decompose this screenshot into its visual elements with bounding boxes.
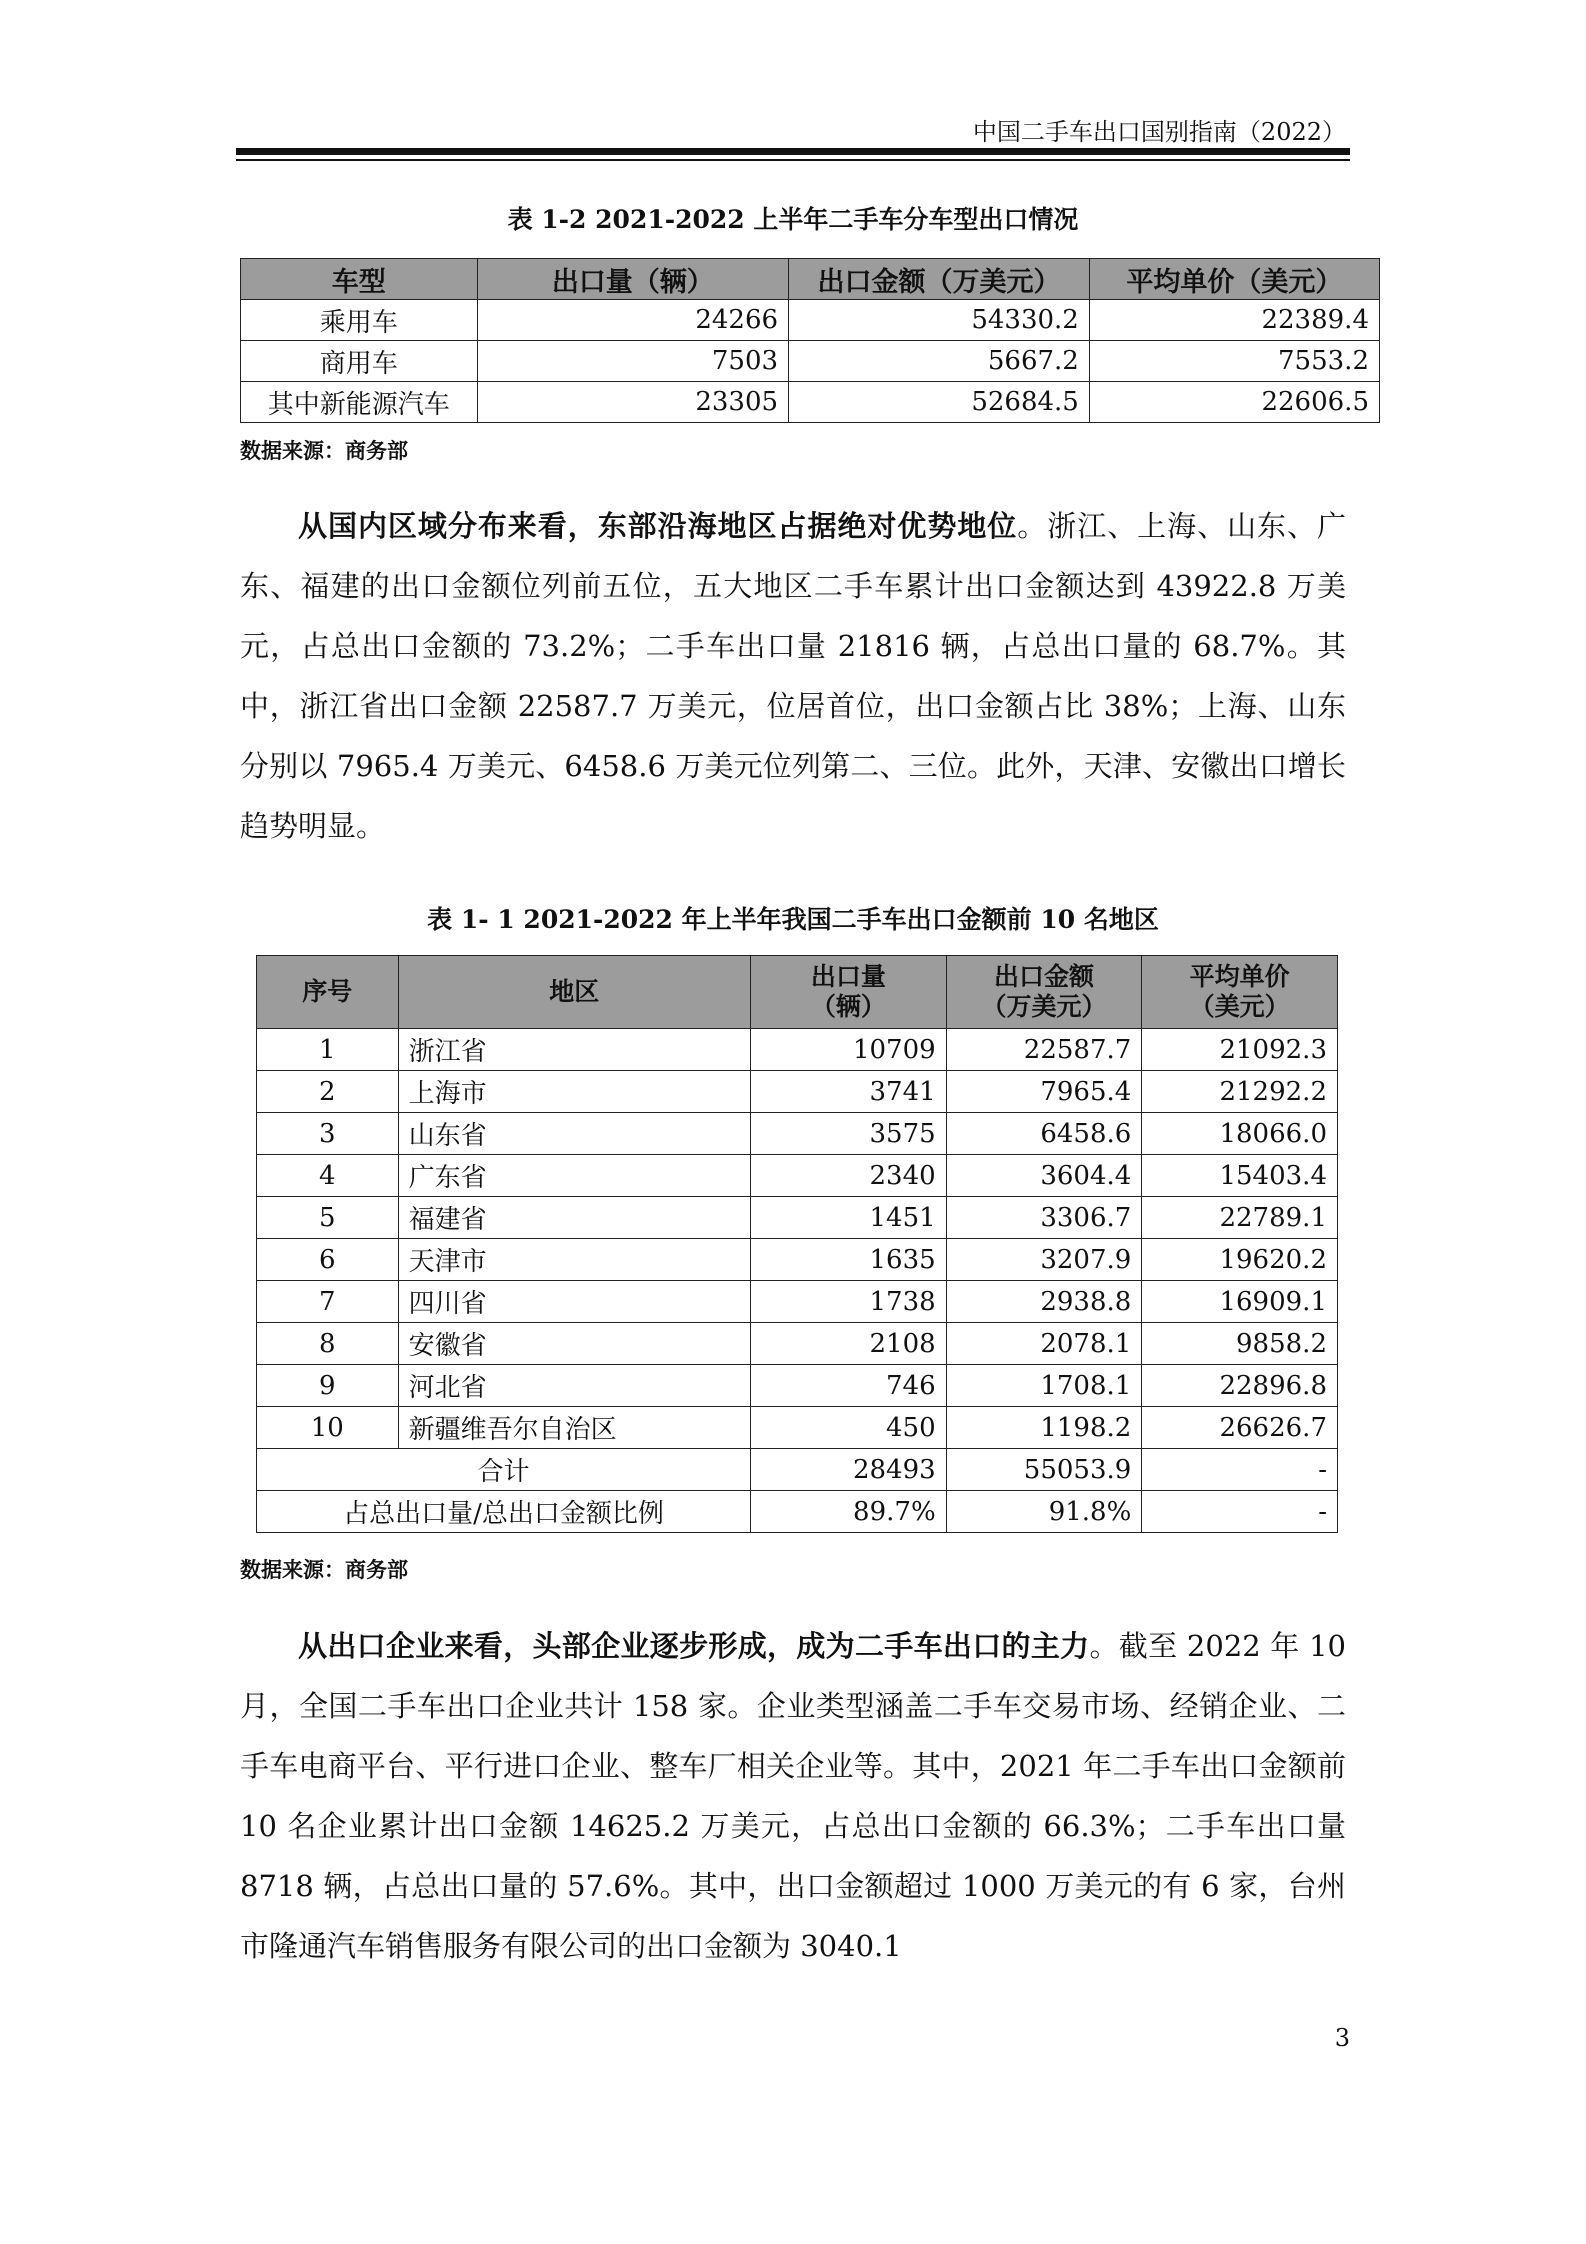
- table2-cell: 3207.9: [946, 1239, 1142, 1281]
- table2-cell: 3: [257, 1113, 399, 1155]
- table-row: [257, 1281, 1338, 1323]
- table2-cell: 16909.1: [1142, 1281, 1338, 1323]
- table2-cell: 安徽省: [398, 1323, 750, 1365]
- table1-cell: 其中新能源汽车: [241, 382, 478, 423]
- table2-cell: 28493: [751, 1449, 947, 1491]
- table2-cell: 7965.4: [946, 1071, 1142, 1113]
- table2-cell: 7: [257, 1281, 399, 1323]
- table1-cell: 5667.2: [789, 341, 1090, 382]
- table2-total-row: [257, 1449, 1338, 1491]
- table2-cell: 占总出口量/总出口金额比例: [257, 1491, 751, 1533]
- table2-cell: 天津市: [398, 1239, 750, 1281]
- table1-cell: 商用车: [241, 341, 478, 382]
- table-row: [257, 1239, 1338, 1281]
- table2-ratio-row: [257, 1491, 1338, 1533]
- table2-cell: 22789.1: [1142, 1197, 1338, 1239]
- table2-cell: 山东省: [398, 1113, 750, 1155]
- table2-cell: 10: [257, 1407, 399, 1449]
- table2-cell: 15403.4: [1142, 1155, 1338, 1197]
- table2-cell: 5: [257, 1197, 399, 1239]
- table1-cell: 7553.2: [1089, 341, 1379, 382]
- table2-header-cell: [1142, 956, 1338, 1029]
- table-row: [257, 1113, 1338, 1155]
- table2-cell: 合计: [257, 1449, 751, 1491]
- table2-cell: 河北省: [398, 1365, 750, 1407]
- table2-cell: 1635: [751, 1239, 947, 1281]
- page-number: 3: [1334, 2024, 1350, 2052]
- table2-cell: 2: [257, 1071, 399, 1113]
- table-row: [257, 1155, 1338, 1197]
- table2-cell: 4: [257, 1155, 399, 1197]
- table2-cell: 四川省: [398, 1281, 750, 1323]
- table2-cell: 2078.1: [946, 1323, 1142, 1365]
- table2-cell: 26626.7: [1142, 1407, 1338, 1449]
- table-row: [257, 1365, 1338, 1407]
- table-row: [257, 1407, 1338, 1449]
- table2-cell: 746: [751, 1365, 947, 1407]
- table2-cell: 18066.0: [1142, 1113, 1338, 1155]
- table2-cell: 3741: [751, 1071, 947, 1113]
- table2-cell: 3306.7: [946, 1197, 1142, 1239]
- paragraph-body: 。浙江、上海、山东、广东、福建的出口金额位列前五位，五大地区二手车累计出口金额达到 43922.8 万美元，占总出口金额的 73.2%；二手车出口量 21816 辆，占总出口量的 68.7%。其中，浙江省出口金额 22587.7 万美元，位居首位，出口金额占比 38%；上海、山东分别以 7965.4 万美元、6458.6 万美元位列第二、三位。此外，天津、安徽出口增长趋势明显。: [240, 509, 1346, 843]
- table1-cell: 乘用车: [241, 300, 478, 341]
- table2-header-cell: [751, 956, 947, 1029]
- table2-cell: -: [1142, 1449, 1338, 1491]
- table2-cell: 91.8%: [946, 1491, 1142, 1533]
- table1-caption: 表 1-2 2021-2022 上半年二手车分车型出口情况: [507, 205, 1079, 234]
- table2-cell: 浙江省: [398, 1029, 750, 1071]
- paragraph-body: 。截至 2022 年 10 月，全国二手车出口企业共计 158 家。企业类型涵盖二手车交易市场、经销企业、二手车电商平台、平行进口企业、整车厂相关企业等。其中，2021 年二手车出口金额前 10 名企业累计出口金额 14625.2 万美元，占总出口金额的 66.3%；二手车出口量 8718 辆，占总出口量的 57.6%。其中，出口金额超过 1000 万美元的有 6 家，台州市隆通汽车销售服务有限公司的出口金额为 3040.1: [240, 1629, 1346, 1963]
- table2-cell: 2938.8: [946, 1281, 1142, 1323]
- table2-cell: 10709: [751, 1029, 947, 1071]
- table2-source: 数据来源：商务部: [240, 1557, 408, 1582]
- table2-cell: 55053.9: [946, 1449, 1142, 1491]
- table2-cell: 22896.8: [1142, 1365, 1338, 1407]
- table2-cell: 3604.4: [946, 1155, 1142, 1197]
- table1-header-cell: 出口金额（万美元）: [789, 259, 1090, 300]
- table-row: [257, 1071, 1338, 1113]
- paragraph-regional: [240, 496, 1346, 856]
- table-row: [257, 1029, 1338, 1071]
- table-row: [241, 382, 1380, 423]
- table1-cell: 54330.2: [789, 300, 1090, 341]
- table2-cell: 21092.3: [1142, 1029, 1338, 1071]
- table2-cell: 1708.1: [946, 1365, 1142, 1407]
- table2-cell: 21292.2: [1142, 1071, 1338, 1113]
- table1-cell: 24266: [477, 300, 789, 341]
- table2-cell: 1198.2: [946, 1407, 1142, 1449]
- table2-cell: 89.7%: [751, 1491, 947, 1533]
- table2: [256, 955, 1338, 1533]
- table2-cell: 上海市: [398, 1071, 750, 1113]
- table2-cell: 8: [257, 1323, 399, 1365]
- header-line: （美元）: [1189, 992, 1290, 1021]
- table1-cell: 7503: [477, 341, 789, 382]
- table2-cell: 6: [257, 1239, 399, 1281]
- table2-cell: 19620.2: [1142, 1239, 1338, 1281]
- table1-cell: 23305: [477, 382, 789, 423]
- header-rule-thin: [236, 159, 1350, 161]
- table2-cell: 6458.6: [946, 1113, 1142, 1155]
- table2-body: [257, 1029, 1338, 1449]
- table2-cell: 9858.2: [1142, 1323, 1338, 1365]
- paragraph-enterprises: [240, 1616, 1346, 1976]
- table1-cell: 52684.5: [789, 382, 1090, 423]
- table2-cell: 广东省: [398, 1155, 750, 1197]
- header-line: 出口量: [810, 962, 886, 991]
- table2-cell: 3575: [751, 1113, 947, 1155]
- header-line: （万美元）: [981, 992, 1107, 1021]
- table2-cell: 22587.7: [946, 1029, 1142, 1071]
- table2-cell: 9: [257, 1365, 399, 1407]
- table1-source: 数据来源：商务部: [240, 438, 408, 463]
- table2-cell: 1738: [751, 1281, 947, 1323]
- table2-header-cell: 序号: [257, 956, 399, 1029]
- paragraph-lead: 从国内区域分布来看，东部沿海地区占据绝对优势地位: [298, 509, 1018, 543]
- table2-cell: -: [1142, 1491, 1338, 1533]
- table-row: [257, 1197, 1338, 1239]
- header-line: 出口金额: [993, 962, 1094, 991]
- table-row: [257, 1323, 1338, 1365]
- running-header: 中国二手车出口国别指南（2022）: [972, 118, 1346, 146]
- table1-header-cell: 平均单价（美元）: [1089, 259, 1379, 300]
- table2-cell: 2108: [751, 1323, 947, 1365]
- table2-header-cell: 地区: [398, 956, 750, 1029]
- table1-cell: 22606.5: [1089, 382, 1379, 423]
- header-line: （辆）: [810, 992, 886, 1021]
- header-line: 平均单价: [1189, 962, 1290, 991]
- table2-caption: 表 1- 1 2021-2022 年上半年我国二手车出口金额前 10 名地区: [427, 905, 1159, 934]
- table-row: [241, 341, 1380, 382]
- table1-cell: 22389.4: [1089, 300, 1379, 341]
- table2-header-cell: [946, 956, 1142, 1029]
- table1-header-cell: 车型: [241, 259, 478, 300]
- table1: [240, 258, 1380, 423]
- table2-cell: 450: [751, 1407, 947, 1449]
- table1-header-cell: 出口量（辆）: [477, 259, 789, 300]
- header-rule-thick: [236, 148, 1350, 155]
- table2-cell: 1451: [751, 1197, 947, 1239]
- table-row: [241, 300, 1380, 341]
- table2-cell: 福建省: [398, 1197, 750, 1239]
- table2-cell: 新疆维吾尔自治区: [398, 1407, 750, 1449]
- table1-header-row: [241, 259, 1380, 300]
- table2-cell: 1: [257, 1029, 399, 1071]
- paragraph-lead: 从出口企业来看，头部企业逐步形成，成为二手车出口的主力: [298, 1629, 1090, 1663]
- table2-cell: 2340: [751, 1155, 947, 1197]
- table2-header-row: [257, 956, 1338, 1029]
